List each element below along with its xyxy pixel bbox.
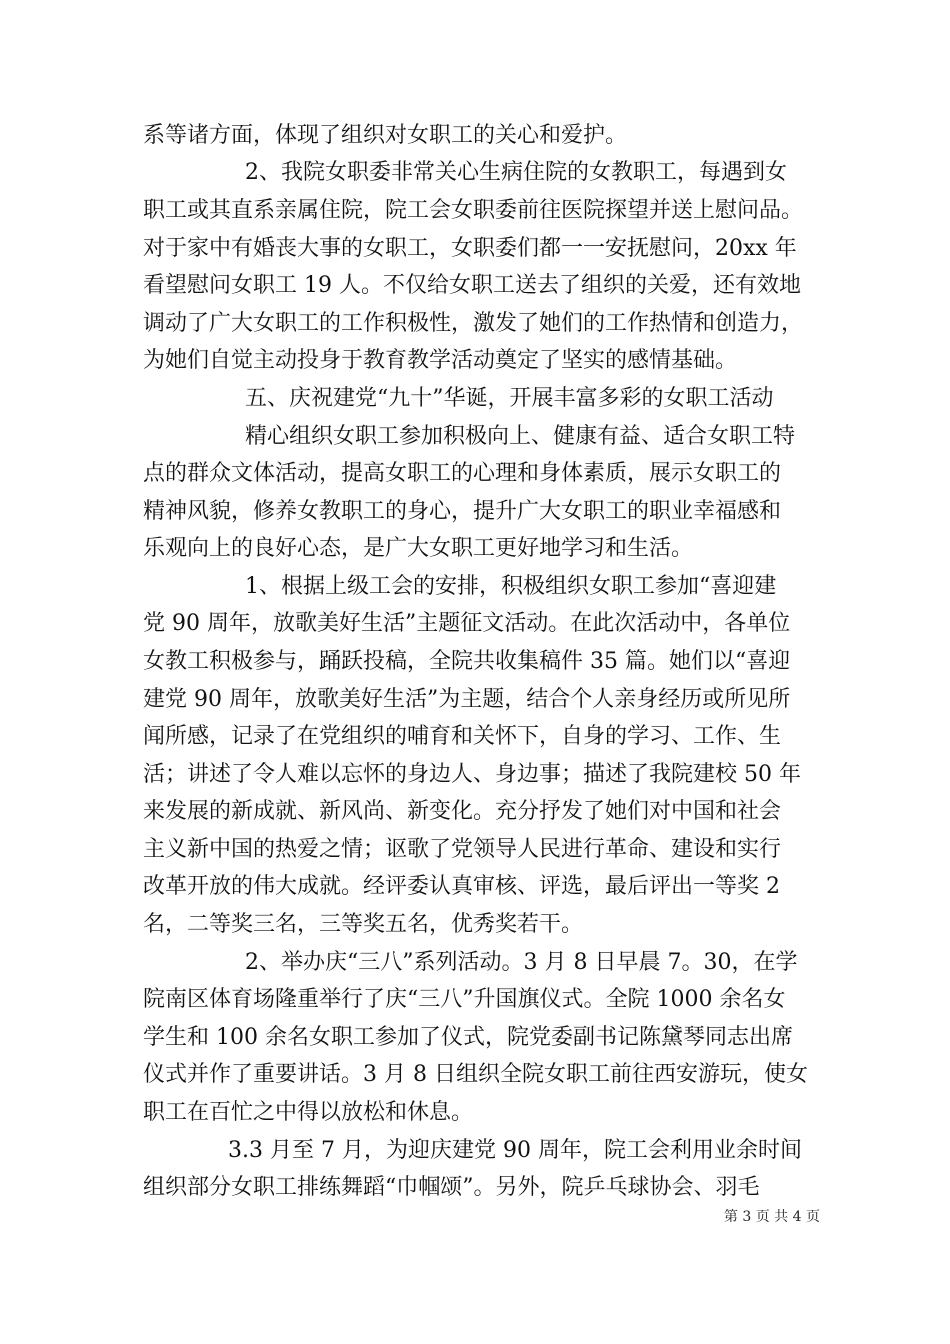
text-line: 精神风貌，修养女教职工的身心，提升广大女职工的职业幸福感和 — [143, 499, 782, 524]
text-line: 对于家中有婚丧大事的女职工，女职委们都一一安抚慰问，20xx 年 — [143, 236, 797, 261]
text-line: 女教工积极参与，踊跃投稿，全院共收集稿件 35 篇。她们以“喜迎 — [143, 649, 791, 674]
text-line: 点的群众文体活动，提高女职工的心理和身体素质，展示女职工的 — [143, 461, 782, 486]
text-line: 仪式并作了重要讲话。3 月 8 日组织全院女职工前往西安游玩，使女 — [143, 1062, 808, 1087]
text-line: 院南区体育场隆重举行了庆“三八”升国旗仪式。全院 1000 余名女 — [143, 987, 786, 1012]
text-line: 学生和 100 余名女职工参加了仪式，院党委副书记陈黛琴同志出席 — [143, 1025, 793, 1050]
text-line: 名，二等奖三名，三等奖五名，优秀奖若干。 — [143, 912, 584, 937]
text-line: 职工在百忙之中得以放松和休息。 — [143, 1100, 474, 1125]
text-line: 3.3 月至 7 月，为迎庆建党 90 周年，院工会利用业余时间 — [228, 1138, 802, 1163]
text-line: 精心组织女职工参加积极向上、健康有益、适合女职工特 — [245, 424, 796, 449]
text-line: 来发展的新成就、新风尚、新变化。充分抒发了她们对中国和社会 — [143, 799, 782, 824]
text-line: 看望慰问女职工 19 人。不仅给女职工送去了组织的关爱，还有效地 — [143, 273, 801, 298]
text-line: 建党 90 周年，放歌美好生活”为主题，结合个人亲身经历或所见所 — [143, 687, 791, 712]
text-line: 组织部分女职工排练舞蹈“巾帼颂”。另外，院乒乓球协会、羽毛 — [143, 1175, 760, 1200]
text-line: 党 90 周年，放歌美好生活”主题征文活动。在此次活动中，各单位 — [143, 611, 791, 636]
text-line: 调动了广大女职工的工作积极性，激发了她们的工作热情和创造力， — [143, 311, 804, 336]
section-heading: 五、庆祝建党“九十”华诞，开展丰富多彩的女职工活动 — [245, 386, 774, 411]
text-line: 改革开放的伟大成就。经评委认真审核、评选，最后评出一等奖 2 — [143, 874, 780, 899]
text-line: 1、根据上级工会的安排，积极组织女职工参加“喜迎建 — [245, 574, 777, 599]
text-line: 2、我院女职委非常关心生病住院的女教职工，每遇到女 — [245, 160, 787, 185]
text-line: 主义新中国的热爱之情；讴歌了党领导人民进行革命、建设和实行 — [143, 837, 782, 862]
text-line: 乐观向上的良好心态，是广大女职工更好地学习和生活。 — [143, 536, 694, 561]
text-line: 为她们自觉主动投身于教育教学活动奠定了坚实的感情基础。 — [143, 348, 738, 373]
text-line: 职工或其直系亲属住院，院工会女职委前往医院探望并送上慰问品。 — [143, 198, 804, 223]
text-line: 活；讲述了令人难以忘怀的身边人、身边事；描述了我院建校 50 年 — [143, 762, 801, 787]
text-line: 闻所感，记录了在党组织的哺育和关怀下，自身的学习、工作、生 — [143, 724, 782, 749]
page-number: 第 3 页 共 4 页 — [723, 1209, 820, 1225]
text-line: 系等诸方面，体现了组织对女职工的关心和爱护。 — [143, 123, 628, 148]
text-line: 2、举办庆“三八”系列活动。3 月 8 日早晨 7。30，在学 — [245, 950, 798, 975]
